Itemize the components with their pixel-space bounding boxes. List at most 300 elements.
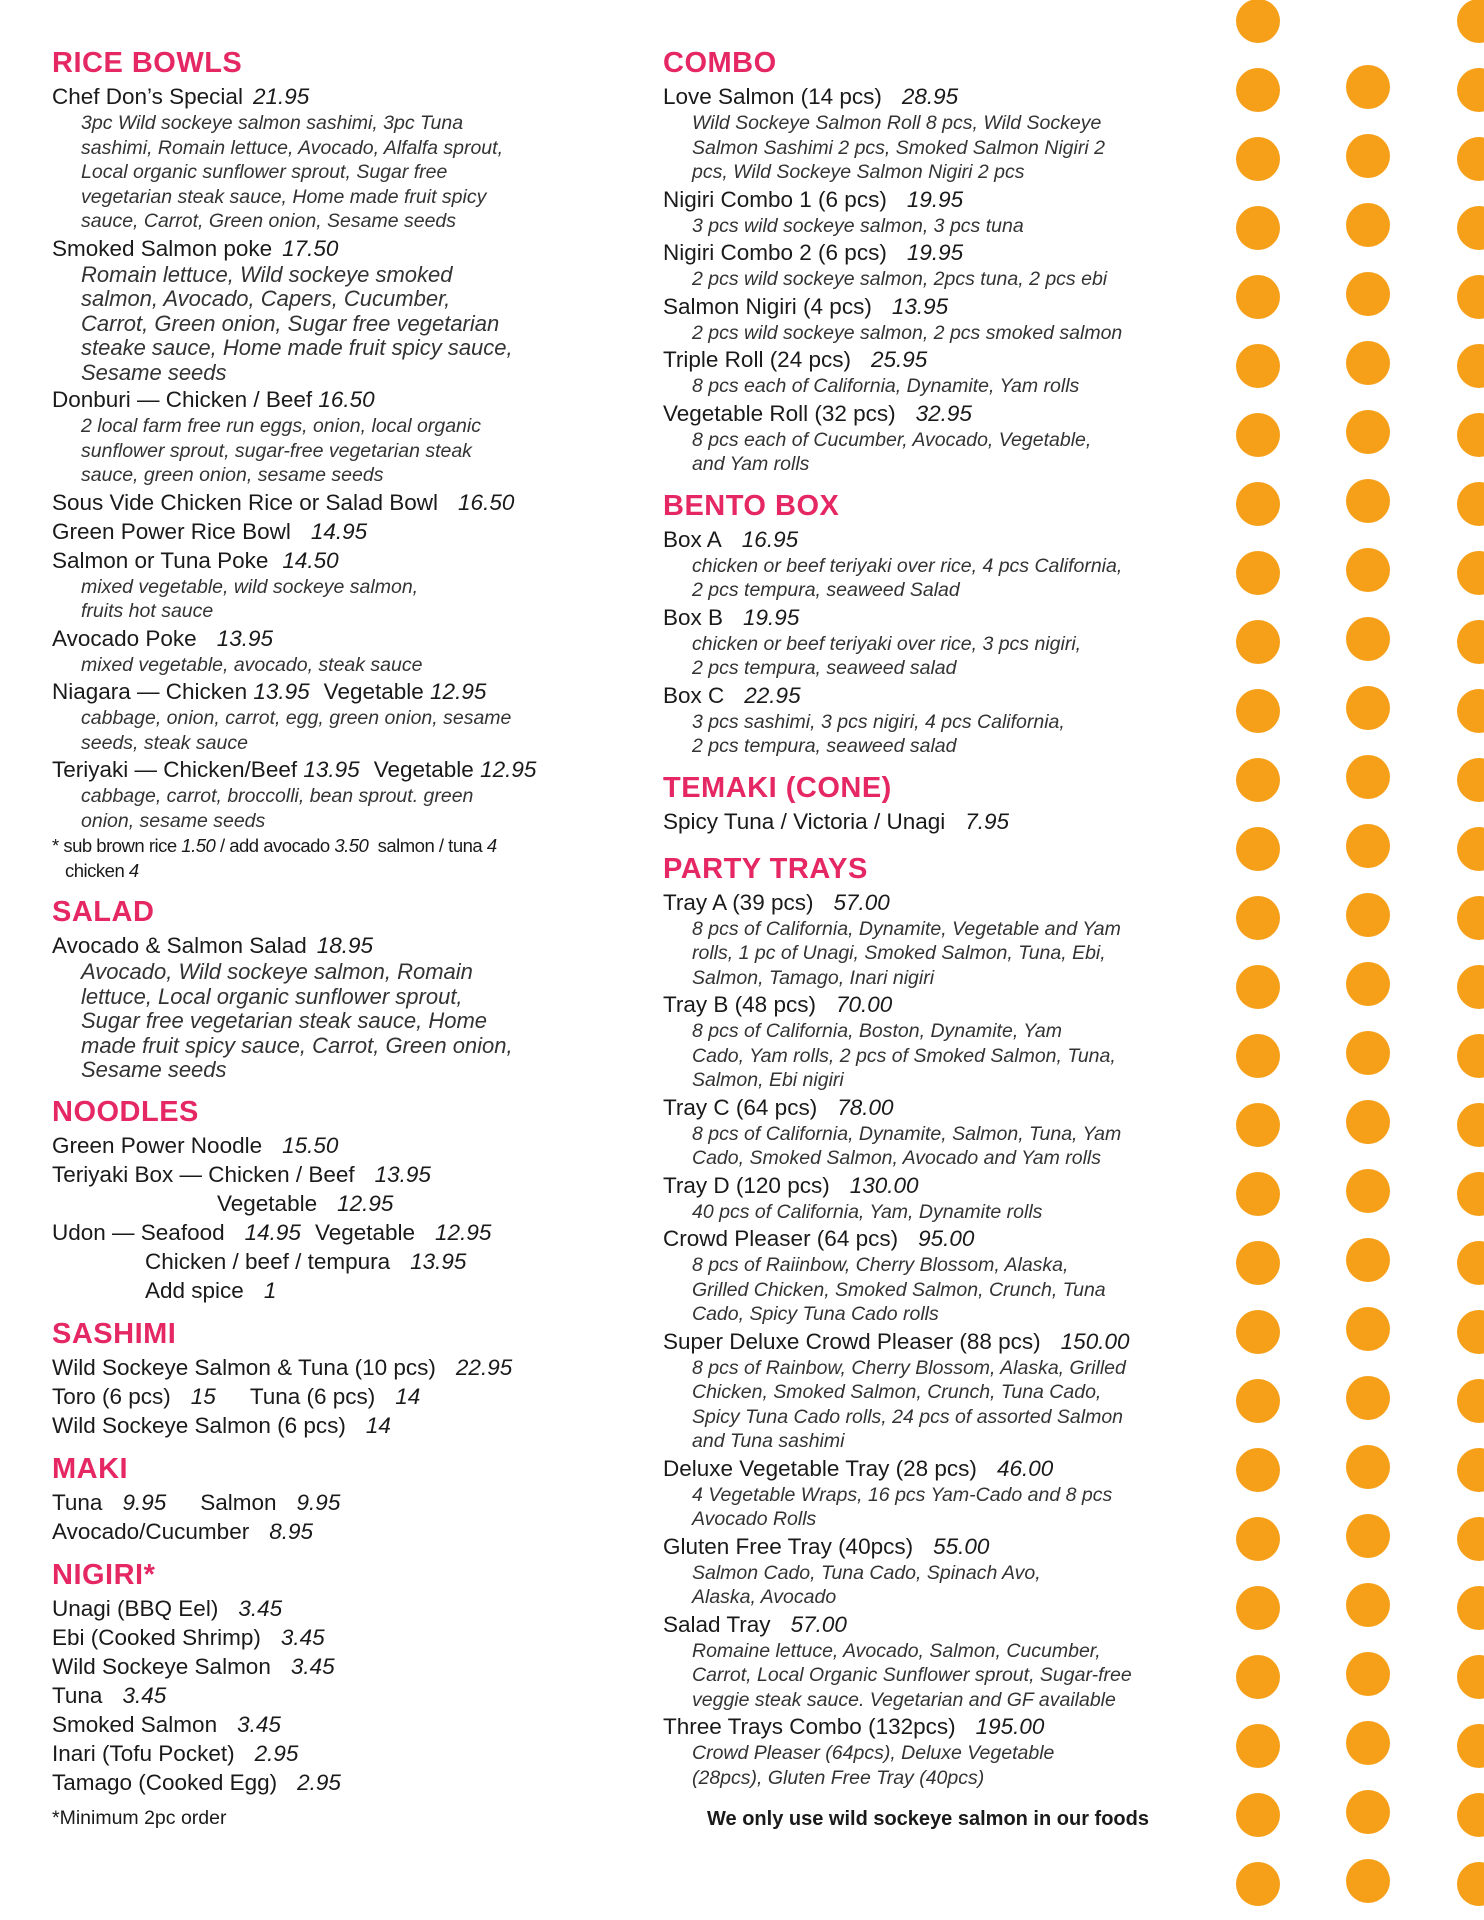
polka-dot <box>1457 1517 1484 1561</box>
menu-item <box>663 292 1183 346</box>
item-price: 25.95 <box>870 347 928 372</box>
menu-item <box>52 385 612 414</box>
polka-dot <box>1457 620 1484 664</box>
menu-item <box>663 807 1183 836</box>
polka-dot <box>1457 827 1484 871</box>
item-description <box>663 428 1183 477</box>
item-price: 15 <box>190 1383 216 1409</box>
item-price: 16.50 <box>458 489 515 515</box>
item-option: Vegetable <box>217 1190 318 1216</box>
menu-item <box>52 1652 612 1681</box>
desc-line: chicken or beef teriyaki over rice, 3 pcs nigiri, <box>692 632 1082 655</box>
item-description <box>52 653 612 678</box>
desc-line: Salmon, Tamago, Inari nigiri <box>692 966 935 989</box>
item-name: Vegetable Roll (32 pcs) <box>663 400 896 426</box>
polka-dot <box>1346 824 1390 868</box>
desc-line: chicken or beef teriyaki over rice, 4 pcs California, <box>692 554 1123 577</box>
desc-line: Romain lettuce, Wild sockeye smoked <box>81 261 453 287</box>
polka-dot <box>1236 1034 1280 1078</box>
item-price: 13.95 <box>891 293 949 319</box>
item-description <box>663 1200 1183 1225</box>
menu-item <box>663 1224 1183 1327</box>
section-bento-box <box>663 489 1183 759</box>
item-price: 57.00 <box>790 1611 847 1637</box>
polka-dot <box>1457 896 1484 940</box>
desc-line: Carrot, Green onion, Sugar free vegetarian <box>81 310 500 336</box>
item-description <box>663 111 1183 185</box>
item-price: 14 <box>365 1412 391 1438</box>
polka-dot <box>1236 1862 1280 1906</box>
item-price: 19.95 <box>906 186 964 212</box>
menu-item <box>52 1131 612 1160</box>
polka-dot <box>1346 893 1390 937</box>
polka-dot <box>1457 1448 1484 1492</box>
polka-dot <box>1236 344 1280 388</box>
item-description <box>663 710 1183 759</box>
polka-dot <box>1457 482 1484 526</box>
item-price: 18.95 <box>316 933 374 958</box>
left-column <box>52 46 612 1831</box>
polka-dot <box>1346 1859 1390 1903</box>
item-name: Salad Tray <box>663 1611 771 1637</box>
item-price: 14.50 <box>282 547 339 573</box>
menu-item <box>52 1768 612 1797</box>
menu-item <box>52 82 612 111</box>
section-title: MAKI <box>52 1452 129 1485</box>
section-title: COMBO <box>663 47 777 79</box>
polka-dot <box>1346 686 1390 730</box>
item-option-price: 12.95 <box>480 757 537 782</box>
polka-dot <box>1346 1169 1390 1213</box>
desc-line: Cado, Smoked Salmon, Avocado and Yam rolls <box>692 1147 1102 1169</box>
item-price: 21.95 <box>252 84 310 109</box>
item-description <box>52 784 612 833</box>
note-line <box>52 858 612 883</box>
item-description <box>663 374 1183 399</box>
menu-item <box>52 1739 612 1768</box>
item-name: Avocado/Cucumber <box>52 1518 250 1544</box>
desc-line: mixed vegetable, avocado, steak sauce <box>81 653 423 676</box>
menu-item <box>663 82 1183 185</box>
desc-line: fruits hot sauce <box>81 600 214 622</box>
desc-line: lettuce, Local organic sunflower sprout, <box>81 983 463 1009</box>
polka-dot <box>1236 1793 1280 1837</box>
item-name: Box A <box>663 526 722 552</box>
item-name: Unagi (BBQ Eel) <box>52 1595 219 1621</box>
item-price: 13.95 <box>374 1161 431 1187</box>
desc-line: cabbage, onion, carrot, egg, green onion, sesame <box>81 707 512 729</box>
polka-dot <box>1457 0 1484 43</box>
item-name: Love Salmon (14 pcs) <box>663 84 882 109</box>
desc-line: Avocado Rolls <box>692 1508 817 1530</box>
item-name: Niagara — Chicken <box>52 679 248 704</box>
item-price: 22.95 <box>455 1354 513 1380</box>
polka-dot <box>1346 479 1390 523</box>
item-name: Crowd Pleaser (64 pcs) <box>663 1226 899 1251</box>
item-name: Tray B (48 pcs) <box>663 992 816 1017</box>
item-name: Donburi — Chicken / Beef <box>52 387 313 412</box>
polka-dot <box>1457 1103 1484 1147</box>
polka-dot <box>1236 1586 1280 1630</box>
polka-dot <box>1457 551 1484 595</box>
desc-line: Spicy Tuna Cado rolls, 24 pcs of assorted Salmon <box>692 1405 1124 1428</box>
desc-line: 3pc Wild sockeye salmon sashimi, 3pc Tuna <box>81 112 464 134</box>
polka-dot <box>1346 1721 1390 1765</box>
desc-line: 8 pcs of Raiinbow, Cherry Blossom, Alaska, <box>692 1254 1069 1276</box>
desc-line: 4 Vegetable Wraps, 16 pcs Yam-Cado and 8 pcs <box>692 1483 1113 1506</box>
item-price: 2.95 <box>254 1740 299 1766</box>
item-price: 3.45 <box>290 1653 335 1679</box>
item-name: Gluten Free Tray (40pcs) <box>663 1533 914 1559</box>
desc-line: Sesame seeds <box>81 1057 227 1082</box>
note-price: 4 <box>128 860 139 881</box>
polka-dot <box>1236 896 1280 940</box>
item-name: Udon — Seafood <box>52 1219 225 1245</box>
section-title: SALAD <box>52 896 155 928</box>
polka-dot <box>1457 689 1484 733</box>
section-title: TEMAKI (CONE) <box>663 771 892 804</box>
desc-line: salmon, Avocado, Capers, Cucumber, <box>81 286 451 311</box>
item-price: 3.45 <box>122 1682 167 1708</box>
item-name: Deluxe Vegetable Tray (28 pcs) <box>663 1455 977 1481</box>
item-name: Tuna <box>52 1682 103 1708</box>
item-description <box>52 575 612 624</box>
polka-dot <box>1457 68 1484 112</box>
menu-item <box>663 681 1183 759</box>
polka-dot <box>1236 758 1280 802</box>
polka-dot <box>1346 617 1390 661</box>
item-price: 130.00 <box>849 1172 919 1198</box>
polka-dot <box>1236 137 1280 181</box>
menu-item-option <box>52 1276 612 1305</box>
desc-line: Chicken, Smoked Salmon, Crunch, Tuna Cado, <box>692 1381 1102 1403</box>
item-option: Vegetable <box>314 1219 416 1245</box>
desc-line: 8 pcs of California, Dynamite, Salmon, Tuna, Yam <box>692 1122 1122 1145</box>
item-description <box>663 1741 1183 1790</box>
section-sashimi <box>52 1317 612 1440</box>
item-description <box>663 1639 1183 1713</box>
polka-dot <box>1236 275 1280 319</box>
polka-dot <box>1236 1241 1280 1285</box>
section-combo <box>663 46 1183 477</box>
polka-dot <box>1346 962 1390 1006</box>
polka-dot <box>1457 1034 1484 1078</box>
desc-line: pcs, Wild Sockeye Salmon Nigiri 2 pcs <box>692 161 1025 183</box>
item-price: 57.00 <box>833 889 890 915</box>
polka-dot <box>1236 1517 1280 1561</box>
item-name: Teriyaki Box — Chicken / Beef <box>52 1161 355 1187</box>
polka-dot <box>1346 1238 1390 1282</box>
desc-line: 8 pcs of California, Boston, Dynamite, Yam <box>692 1020 1062 1042</box>
menu-item <box>663 525 1183 603</box>
item-name: Salmon or Tuna Poke <box>52 547 269 573</box>
item-option-price: 1 <box>263 1277 277 1303</box>
polka-dot <box>1236 551 1280 595</box>
polka-dot <box>1457 1655 1484 1699</box>
polka-dot <box>1457 1586 1484 1630</box>
menu-item <box>52 1594 612 1623</box>
section-noodles <box>52 1095 612 1305</box>
polka-dot <box>1236 413 1280 457</box>
desc-line: cabbage, carrot, broccolli, bean sprout. green <box>81 785 474 807</box>
item-option-price: 12.95 <box>430 679 487 704</box>
item-option-price: 12.95 <box>337 1190 394 1216</box>
item-price: 19.95 <box>743 604 800 630</box>
item-price: 32.95 <box>915 400 972 426</box>
desc-line: Salmon Cado, Tuna Cado, Spinach Avo, <box>692 1561 1041 1584</box>
menu-item <box>52 677 612 706</box>
menu-item <box>52 1681 612 1710</box>
section-rice-bowls <box>52 46 612 883</box>
item-name: Avocado Poke <box>52 625 197 651</box>
polka-dot <box>1457 1241 1484 1285</box>
desc-line: Cado, Yam rolls, 2 pcs of Smoked Salmon, Tuna, <box>692 1044 1116 1067</box>
desc-line: sauce, Carrot, Green onion, Sesame seeds <box>81 210 457 232</box>
desc-line: 8 pcs of California, Dynamite, Vegetable and Yam <box>692 917 1121 940</box>
desc-line: and Tuna sashimi <box>692 1430 845 1452</box>
item-description <box>663 321 1183 346</box>
polka-dot <box>1236 206 1280 250</box>
desc-line: Local organic sunflower sprout, Sugar free <box>81 161 448 183</box>
menu-item <box>663 1712 1183 1790</box>
item-price: 14.95 <box>310 518 368 544</box>
desc-line: 2 pcs tempura, seaweed salad <box>692 735 957 757</box>
polka-dot <box>1457 758 1484 802</box>
menu-item <box>52 755 612 784</box>
desc-line: Crowd Pleaser (64pcs), Deluxe Vegetable <box>692 1742 1055 1764</box>
item-price: 13.95 <box>303 757 360 782</box>
desc-line: Carrot, Local Organic Sunflower sprout, Sugar-free <box>692 1664 1132 1686</box>
menu-item <box>663 1171 1183 1225</box>
item-description <box>663 554 1183 603</box>
item-name: Tray D (120 pcs) <box>663 1172 830 1198</box>
menu-item <box>663 1610 1183 1713</box>
item-price: 28.95 <box>901 84 959 109</box>
menu-item <box>52 1411 612 1440</box>
section-title: NOODLES <box>52 1095 199 1128</box>
menu-item <box>663 1532 1183 1610</box>
desc-line: 3 pcs sashimi, 3 pcs nigiri, 4 pcs California, <box>692 710 1065 733</box>
menu-item <box>52 546 612 575</box>
item-description <box>663 1483 1183 1532</box>
item-price: 3.45 <box>280 1624 325 1650</box>
polka-dot <box>1457 1724 1484 1768</box>
item-price: 16.95 <box>741 526 799 552</box>
item-name: Smoked Salmon <box>52 1711 218 1737</box>
desc-line: 2 pcs tempura, seaweed Salad <box>692 579 960 601</box>
polka-dot <box>1457 275 1484 319</box>
item-price: 9.95 <box>122 1489 167 1515</box>
desc-line: 3 pcs wild sockeye salmon, 3 pcs tuna <box>692 214 1024 237</box>
menu-item <box>52 1517 612 1546</box>
item-name: Green Power Rice Bowl <box>52 518 291 544</box>
item-option-price: 13.95 <box>410 1248 467 1274</box>
section-title: RICE BOWLS <box>52 47 243 79</box>
desc-line: sunflower sprout, sugar-free vegetarian steak <box>81 439 472 462</box>
item-price: 14 <box>395 1383 421 1409</box>
desc-line: Grilled Chicken, Smoked Salmon, Crunch, Tuna <box>692 1278 1106 1301</box>
item-name: Nigiri Combo 1 (6 pcs) <box>663 186 887 212</box>
item-price: 3.45 <box>238 1595 283 1621</box>
item-price: 46.00 <box>996 1455 1054 1481</box>
item-name: Tuna (6 pcs) <box>249 1383 376 1409</box>
item-name: Tray A (39 pcs) <box>663 889 814 915</box>
item-price: 55.00 <box>933 1533 990 1559</box>
desc-line: Cado, Spicy Tuna Cado rolls <box>692 1303 939 1325</box>
item-description <box>52 706 612 755</box>
polka-dot <box>1236 965 1280 1009</box>
menu-item-option <box>52 1247 612 1276</box>
menu-item <box>663 345 1183 399</box>
desc-line: veggie steak sauce. Vegetarian and GF available <box>692 1688 1116 1711</box>
menu-item <box>663 238 1183 292</box>
item-description <box>663 1019 1183 1093</box>
nigiri-footnote: *Minimum 2pc order <box>52 1806 227 1829</box>
desc-line: made fruit spicy sauce, Carrot, Green onion, <box>81 1032 513 1058</box>
item-price: 13.95 <box>216 625 274 651</box>
desc-line: seeds, steak sauce <box>81 731 248 754</box>
item-name: Green Power Noodle <box>52 1132 263 1158</box>
menu-item <box>663 603 1183 681</box>
item-name: Nigiri Combo 2 (6 pcs) <box>663 240 887 265</box>
desc-line: Romaine lettuce, Avocado, Salmon, Cucumber, <box>692 1639 1101 1662</box>
item-price: 17.50 <box>282 235 339 261</box>
item-name: Salmon Nigiri (4 pcs) <box>663 293 872 319</box>
item-price: 19.95 <box>906 240 964 265</box>
item-description <box>663 267 1183 292</box>
salmon-note: We only use wild sockeye salmon in our foods <box>707 1808 1149 1830</box>
item-price: 9.95 <box>296 1489 341 1515</box>
polka-dot <box>1346 272 1390 316</box>
desc-line: 2 pcs wild sockeye salmon, 2pcs tuna, 2 pcs ebi <box>692 268 1108 290</box>
polka-dot <box>1457 1172 1484 1216</box>
polka-dot <box>1346 65 1390 109</box>
item-name: Sous Vide Chicken Rice or Salad Bowl <box>52 489 439 515</box>
section-title: PARTY TRAYS <box>663 852 868 885</box>
item-description <box>52 111 612 234</box>
section-maki <box>52 1452 612 1546</box>
polka-dot <box>1457 1310 1484 1354</box>
item-description <box>663 1561 1183 1610</box>
menu-item <box>663 399 1183 477</box>
menu-item <box>52 931 612 960</box>
item-description <box>52 414 612 488</box>
polka-dot <box>1346 1031 1390 1075</box>
menu-item <box>663 1454 1183 1532</box>
item-name: Teriyaki — Chicken/Beef <box>52 757 298 782</box>
item-price: 195.00 <box>975 1714 1045 1739</box>
item-price: 8.95 <box>269 1518 313 1544</box>
polka-dot <box>1236 689 1280 733</box>
polka-dot <box>1346 1652 1390 1696</box>
item-name: Wild Sockeye Salmon & Tuna (10 pcs) <box>52 1354 436 1380</box>
desc-line: Wild Sockeye Salmon Roll 8 pcs, Wild Sockeye <box>692 112 1102 134</box>
item-name: Wild Sockeye Salmon <box>52 1653 271 1679</box>
note-line <box>52 833 612 858</box>
item-name: Smoked Salmon poke <box>52 235 273 261</box>
rice-bowl-options-note <box>52 833 612 883</box>
menu-item <box>52 1160 612 1189</box>
polka-dot <box>1457 1862 1484 1906</box>
item-description <box>52 960 612 1083</box>
menu-item-option <box>52 1189 612 1218</box>
note-price: 3.50 <box>334 835 369 856</box>
polka-dot <box>1457 137 1484 181</box>
polka-dot <box>1346 1583 1390 1627</box>
polka-dot <box>1346 1790 1390 1834</box>
item-name: Avocado & Salmon Salad <box>52 933 307 958</box>
item-description <box>663 1253 1183 1327</box>
polka-dot <box>1457 206 1484 250</box>
item-name: Tray C (64 pcs) <box>663 1094 818 1120</box>
item-name: Super Deluxe Crowd Pleaser (88 pcs) <box>663 1328 1041 1354</box>
desc-line: sauce, green onion, sesame seeds <box>81 464 384 486</box>
menu-item <box>52 234 612 263</box>
item-name: Tuna <box>52 1489 103 1515</box>
desc-line: 2 local farm free run eggs, onion, local organic <box>81 415 481 437</box>
item-price: 7.95 <box>965 808 1010 834</box>
item-price: 150.00 <box>1060 1328 1130 1354</box>
item-description <box>52 263 612 386</box>
note-text: chicken <box>65 860 125 881</box>
section-party-trays <box>663 852 1183 1791</box>
desc-line: and Yam rolls <box>692 453 810 475</box>
desc-line: 8 pcs each of California, Dynamite, Yam rolls <box>692 375 1080 397</box>
polka-dot <box>1346 1307 1390 1351</box>
desc-line: Salmon Sashimi 2 pcs, Smoked Salmon Nigiri 2 <box>692 136 1105 159</box>
note-text: salmon / tuna <box>377 835 483 856</box>
item-price: 2.95 <box>297 1769 341 1795</box>
section-temaki <box>663 771 1183 836</box>
menu-item <box>663 888 1183 991</box>
desc-line: 8 pcs each of Cucumber, Avocado, Vegetable, <box>692 428 1092 451</box>
item-price: 3.45 <box>237 1711 281 1737</box>
menu-item <box>663 185 1183 239</box>
polka-dot <box>1236 0 1280 43</box>
item-price: 95.00 <box>918 1226 975 1251</box>
item-option: Vegetable <box>323 679 424 704</box>
polka-dot <box>1236 1724 1280 1768</box>
menu-item <box>52 1623 612 1652</box>
polka-dot <box>1236 827 1280 871</box>
desc-line: sashimi, Romain lettuce, Avocado, Alfalfa sprout, <box>81 136 503 159</box>
polka-dot <box>1346 203 1390 247</box>
item-name: Box B <box>663 604 724 630</box>
menu-item <box>52 1382 612 1411</box>
item-price: 78.00 <box>837 1094 894 1120</box>
polka-dot <box>1236 1310 1280 1354</box>
item-option: Vegetable <box>373 757 474 782</box>
polka-dot <box>1457 1793 1484 1837</box>
polka-dot <box>1346 410 1390 454</box>
item-description <box>663 214 1183 239</box>
polka-dot <box>1457 413 1484 457</box>
item-description <box>663 1356 1183 1454</box>
item-name: Toro (6 pcs) <box>52 1383 171 1409</box>
menu-item <box>52 1353 612 1382</box>
section-nigiri <box>52 1558 612 1831</box>
polka-dot <box>1346 1376 1390 1420</box>
menu-item <box>663 1327 1183 1454</box>
desc-line: Sesame seeds <box>81 359 227 385</box>
desc-line: 2 pcs tempura, seaweed salad <box>692 657 957 679</box>
note-text: / add avocado <box>219 835 330 856</box>
menu-item <box>52 624 612 653</box>
item-option: Add spice <box>145 1277 244 1303</box>
polka-dot <box>1236 1103 1280 1147</box>
polka-dot <box>1346 341 1390 385</box>
polka-dot <box>1236 482 1280 526</box>
